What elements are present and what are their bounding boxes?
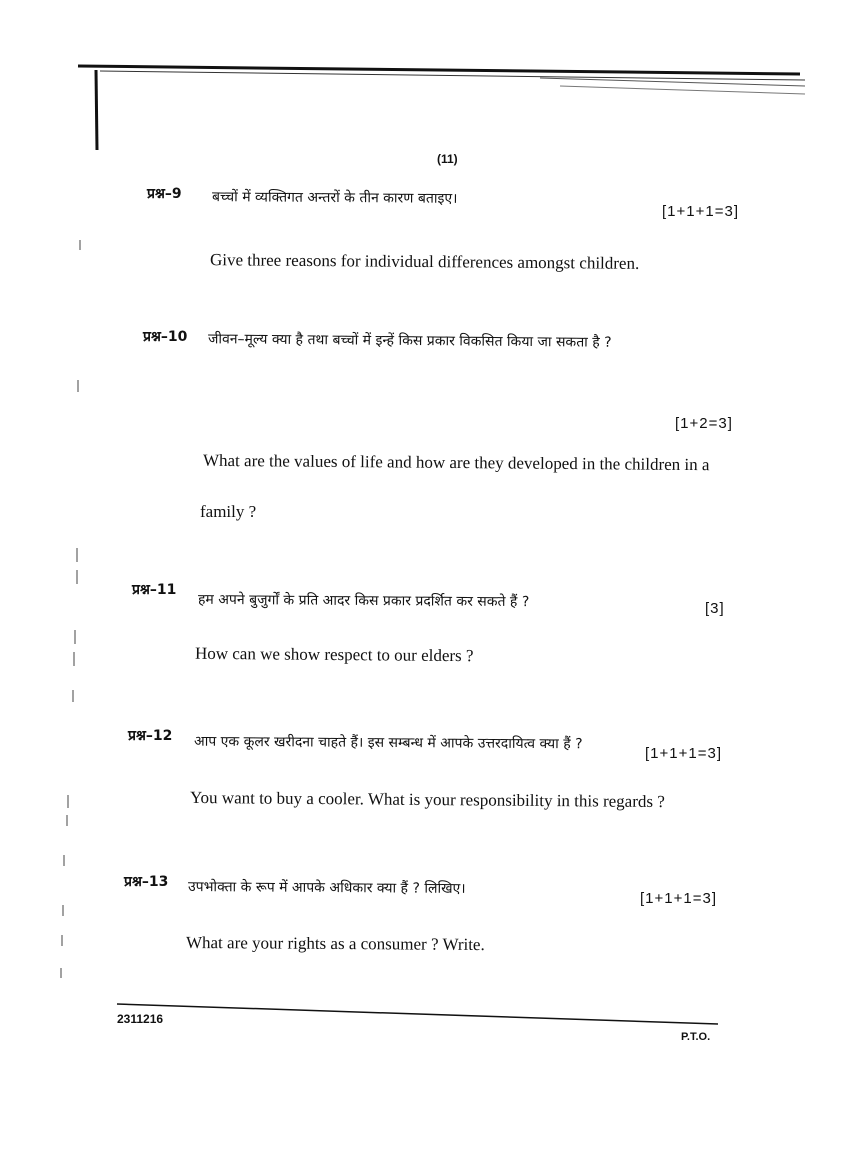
question-12-english: You want to buy a cooler. What is your responsibility in this regards ?: [189, 787, 665, 812]
question-11-marks: [3]: [705, 600, 725, 617]
left-border-line: [96, 70, 97, 150]
page-number: (11): [437, 152, 458, 166]
question-9-english: Give three reasons for individual differences amongst children.: [209, 250, 640, 273]
question-12-label: प्रश्न–12: [128, 728, 173, 744]
question-12-hindi: आप एक कूलर खरीदना चाहते हैं। इस सम्बन्ध में आपके उत्तरदायित्व क्या हैं ?: [193, 733, 583, 753]
question-11-english: How can we show respect to our elders ?: [194, 643, 474, 666]
question-13-label: प्रश्न–13: [124, 874, 169, 890]
top-border-line-4: [560, 86, 805, 94]
question-12-marks: [1+1+1=3]: [645, 745, 722, 762]
question-13-hindi: उपभोक्ता के रूप में आपके अधिकार क्या हैं ? लिखिए।: [187, 879, 466, 897]
pto-label: P.T.O.: [681, 1031, 711, 1043]
question-11-label: प्रश्न–11: [132, 582, 177, 598]
paper-code: 2311216: [117, 1012, 164, 1026]
question-11-hindi: हम अपने बुजुर्गों के प्रति आदर किस प्रकार प्रदर्शित कर सकते हैं ?: [197, 591, 530, 611]
question-10-english-line-2: family ?: [200, 502, 257, 521]
question-9-label: प्रश्न–9: [147, 186, 182, 202]
question-13-marks: [1+1+1=3]: [640, 890, 717, 907]
question-9-hindi: बच्चों में व्यक्तिगत अन्तरों के तीन कारण बताइए।: [211, 189, 458, 207]
left-margin-marks: [61, 240, 80, 978]
question-10-label: प्रश्न–10: [143, 329, 188, 345]
question-10-marks: [1+2=3]: [675, 415, 733, 432]
footer-rule: [117, 1004, 718, 1024]
question-9-marks: [1+1+1=3]: [662, 203, 739, 220]
question-10-hindi: जीवन–मूल्य क्या है तथा बच्चों में इन्हें किस प्रकार विकसित किया जा सकता है ?: [207, 331, 612, 351]
top-border-line: [78, 66, 800, 74]
question-13-english: What are your rights as a consumer ? Write.: [185, 932, 485, 955]
question-10-english-line-1: What are the values of life and how are they developed in the children in a: [202, 450, 710, 475]
